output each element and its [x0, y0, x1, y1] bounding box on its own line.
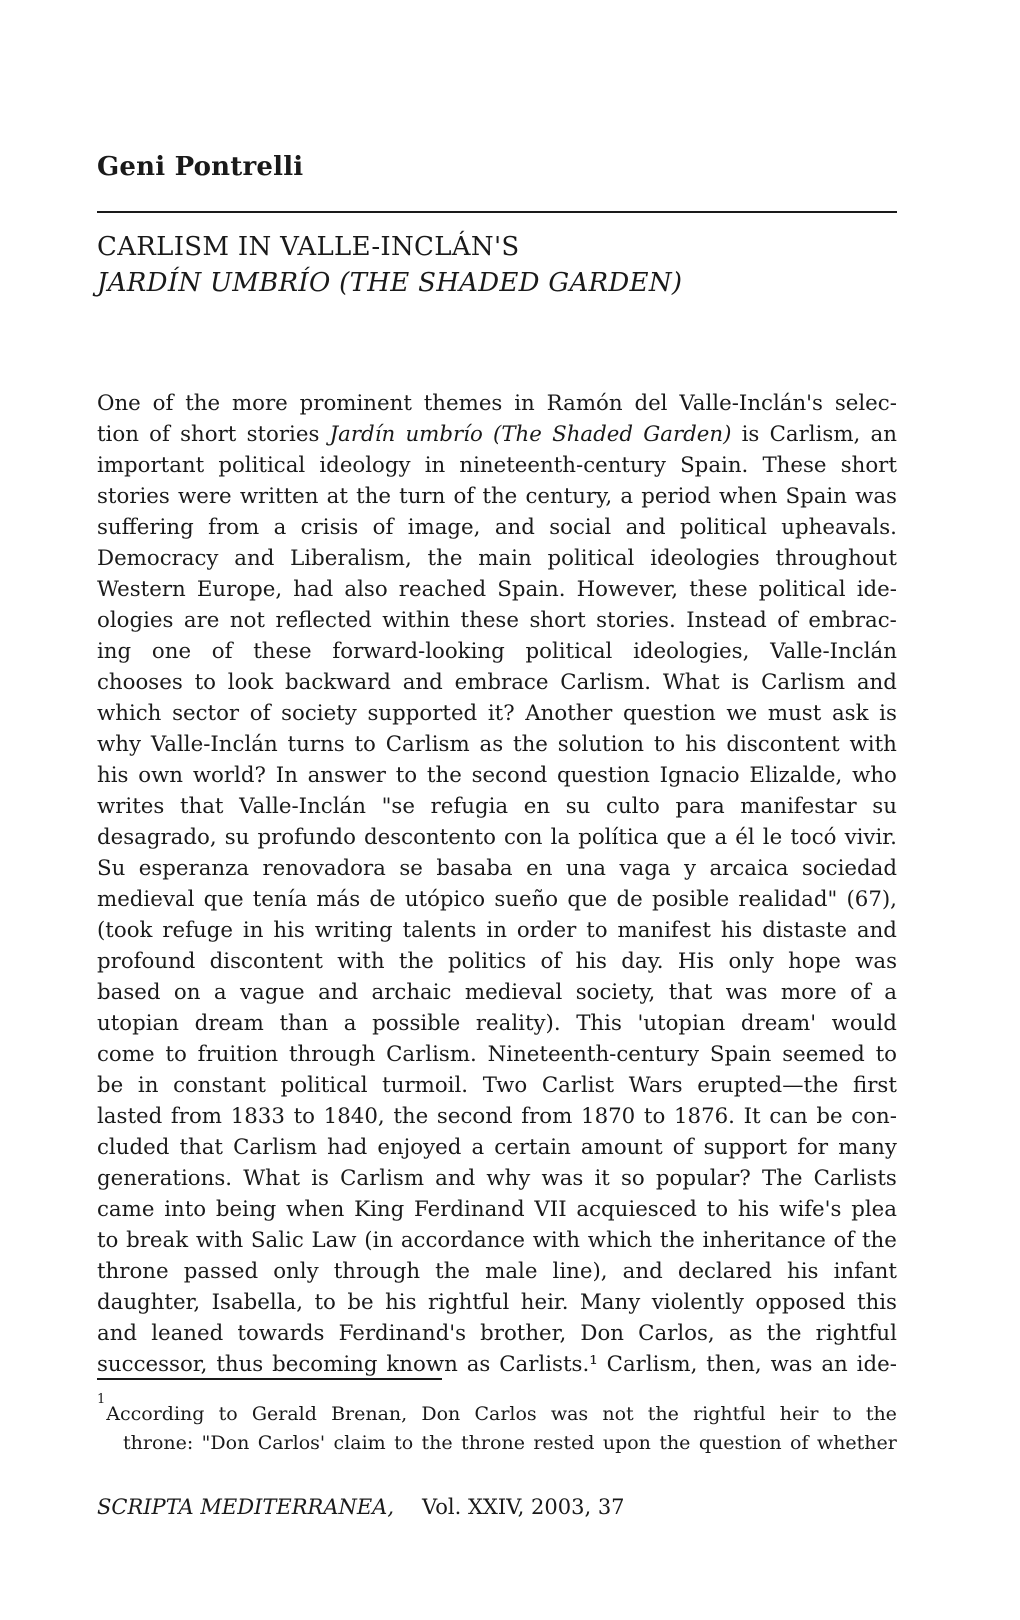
journal-volume: Vol. XXIV, 2003, 37 [422, 1495, 625, 1519]
body-line: be in constant political turmoil. Two Carlist Wars erupted—the first [97, 1073, 897, 1098]
body-line: came into being when King Ferdinand VII acquiesced to his wife's plea [97, 1197, 897, 1222]
journal-name: SCRIPTA MEDITERRANEA, [97, 1495, 395, 1519]
footnote [97, 1392, 897, 1458]
body-line: utopian dream than a possible reality). This 'utopian dream' would [97, 1011, 897, 1036]
body-line: suffering from a crisis of image, and social and political upheavals. [97, 515, 897, 540]
body-line: Su esperanza renovadora se basaba en una vaga y arcaica sociedad [97, 856, 897, 881]
body-line: Democracy and Liberalism, the main political ideologies throughout [97, 546, 897, 571]
body-line: which sector of society supported it? Another question we must ask is [97, 701, 897, 726]
body-line: daughter, Isabella, to be his rightful heir. Many violently opposed this [97, 1290, 897, 1315]
body-line: chooses to look backward and embrace Carlism. What is Carlism and [97, 670, 897, 695]
journal-citation [97, 1495, 625, 1519]
body-line: based on a vague and archaic medieval society, that was more of a [97, 980, 897, 1005]
body-line: tion of short stories Jardín umbrío (The Shaded Garden) is Carlism, an [97, 422, 897, 447]
body-line: (took refuge in his writing talents in order to manifest his distaste and [97, 918, 897, 943]
footnote-number: 1 [97, 1392, 106, 1407]
body-line: stories were written at the turn of the century, a period when Spain was [97, 484, 897, 509]
article-title-line-2: JARDÍN UMBRÍO (THE SHADED GARDEN) [97, 268, 683, 298]
body-line: generations. What is Carlism and why was it so popular? The Carlists [97, 1166, 897, 1191]
body-line: medieval que tenía más de utópico sueño que de posible realidad" (67), [97, 887, 897, 912]
body-line: ologies are not reflected within these short stories. Instead of embrac- [97, 608, 897, 633]
body-line: desagrado, su profundo descontento con la política que a él le tocó vivir. [97, 825, 897, 850]
body-line: One of the more prominent themes in Ramón del Valle-Inclán's selec- [97, 391, 897, 416]
footnote-rule [97, 1378, 442, 1380]
body-line: throne passed only through the male line), and declared his infant [97, 1259, 897, 1284]
body-line: writes that Valle-Inclán "se refugia en su culto para manifestar su [97, 794, 897, 819]
body-line: important political ideology in nineteenth-century Spain. These short [97, 453, 897, 478]
body-line: lasted from 1833 to 1840, the second from 1870 to 1876. It can be con- [97, 1104, 897, 1129]
body-line: his own world? In answer to the second question Ignacio Elizalde, who [97, 763, 897, 788]
footnote-line-2: throne: "Don Carlos' claim to the throne rested upon the question of whether [123, 1432, 897, 1454]
body-text [97, 388, 897, 1380]
footnote-text-line-1: According to Gerald Brenan, Don Carlos was not the rightful heir to the [106, 1403, 897, 1425]
body-line: come to fruition through Carlism. Nineteenth-century Spain seemed to [97, 1042, 897, 1067]
author-name: Geni Pontrelli [97, 152, 304, 182]
body-line: cluded that Carlism had enjoyed a certain amount of support for many [97, 1135, 897, 1160]
body-line: profound discontent with the politics of his day. His only hope was [97, 949, 897, 974]
body-line: to break with Salic Law (in accordance with which the inheritance of the [97, 1228, 897, 1253]
body-line: why Valle-Inclán turns to Carlism as the solution to his discontent with [97, 732, 897, 757]
body-line: successor, thus becoming known as Carlists.¹ Carlism, then, was an ide- [97, 1352, 897, 1377]
title-rule [97, 211, 897, 213]
body-line: Western Europe, had also reached Spain. However, these political ide- [97, 577, 897, 602]
body-line: ing one of these forward-looking political ideologies, Valle-Inclán [97, 639, 897, 664]
body-line: and leaned towards Ferdinand's brother, Don Carlos, as the rightful [97, 1321, 897, 1346]
footnote-line-1 [97, 1392, 897, 1429]
article-title-line-1: CARLISM IN VALLE-INCLÁN'S [97, 232, 520, 262]
